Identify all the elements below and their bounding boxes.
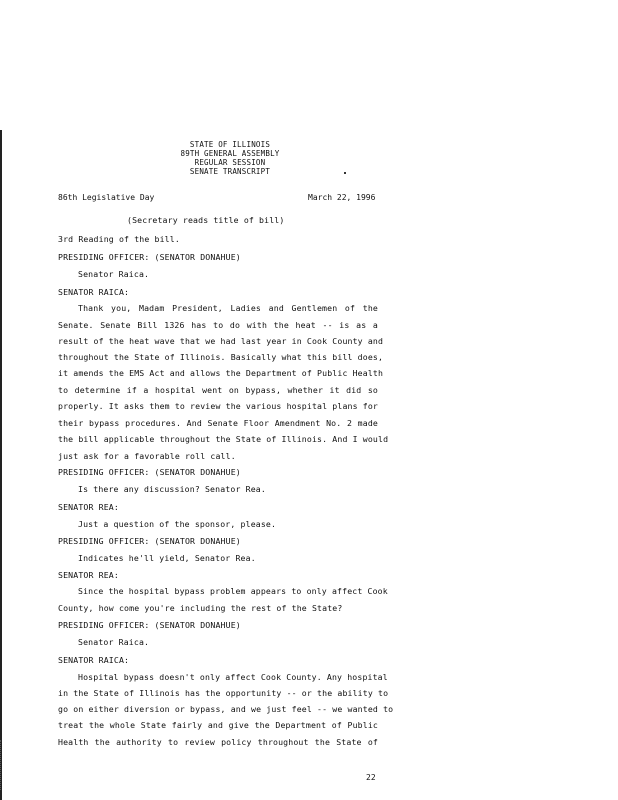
transcript-line: County, how come you're including the rest of the State? (58, 603, 343, 613)
transcript-line: treat the whole State fairly and give the Department of Public (58, 720, 378, 730)
page-number: 22 (366, 773, 376, 782)
speaker-label: PRESIDING OFFICER: (SENATOR DONAHUE) (58, 536, 241, 546)
speaker-label: SENATOR REA: (58, 570, 119, 580)
speaker-label: SENATOR RAICA: (58, 287, 130, 297)
transcript-line: it amends the EMS Act and allows the Department of Public Health (58, 368, 384, 378)
header-assembly: 89TH GENERAL ASSEMBLY (180, 149, 280, 158)
transcript-line: Indicates he'll yield, Senator Rea. (78, 553, 256, 563)
scan-marks (0, 740, 4, 790)
transcript-line: (Secretary reads title of bill) (127, 215, 285, 225)
scan-border (0, 130, 2, 800)
transcript-line: in the State of Illinois has the opportunity -- or the ability to (58, 688, 389, 698)
transcript-line: Senator Raica. (78, 637, 150, 647)
transcript-line: properly. It asks them to review the various hospital plans for (58, 401, 378, 411)
transcript-line: the bill applicable throughout the State of Illinois. And I would (58, 434, 389, 444)
transcript-line: their bypass procedures. And Senate Floor Amendment No. 2 made (58, 418, 378, 428)
transcript-line: Since the hospital bypass problem appears to only affect Cook (78, 586, 388, 596)
speaker-label: PRESIDING OFFICER: (SENATOR DONAHUE) (58, 467, 241, 477)
transcript-line: go on either diversion or bypass, and we just feel -- we wanted to (58, 704, 394, 714)
transcript-line: 3rd Reading of the bill. (58, 234, 180, 244)
transcript-line: Senate. Senate Bill 1326 has to do with the heat -- is as a (58, 320, 378, 330)
session-date: March 22, 1996 (308, 193, 376, 202)
speaker-label: SENATOR RAICA: (58, 655, 130, 665)
transcript-line: Hospital bypass doesn't only affect Cook County. Any hospital (78, 672, 388, 682)
transcript-line: throughout the State of Illinois. Basically what this bill does, (58, 352, 384, 362)
speaker-label: PRESIDING OFFICER: (SENATOR DONAHUE) (58, 252, 241, 262)
header-state: STATE OF ILLINOIS (189, 140, 271, 149)
transcript-line: Health the authority to review policy throughout the State of (58, 737, 378, 747)
legislative-day: 86th Legislative Day (58, 193, 155, 202)
transcript-line: Is there any discussion? Senator Rea. (78, 484, 266, 494)
stray-mark (344, 172, 346, 174)
transcript-line: result of the heat wave that we had last year in Cook County and (58, 336, 384, 346)
header-session: REGULAR SESSION (194, 158, 266, 167)
document-header (130, 140, 330, 176)
header-transcript: SENATE TRANSCRIPT (189, 167, 271, 176)
speaker-label: PRESIDING OFFICER: (SENATOR DONAHUE) (58, 620, 241, 630)
transcript-line: Senator Raica. (78, 269, 150, 279)
transcript-line: just ask for a favorable roll call. (58, 451, 236, 461)
transcript-line: Just a question of the sponsor, please. (78, 519, 277, 529)
transcript-line: to determine if a hospital went on bypass, whether it did so (58, 385, 378, 395)
speaker-label: SENATOR REA: (58, 502, 119, 512)
transcript-line: Thank you, Madam President, Ladies and Gentlemen of the (78, 303, 378, 313)
